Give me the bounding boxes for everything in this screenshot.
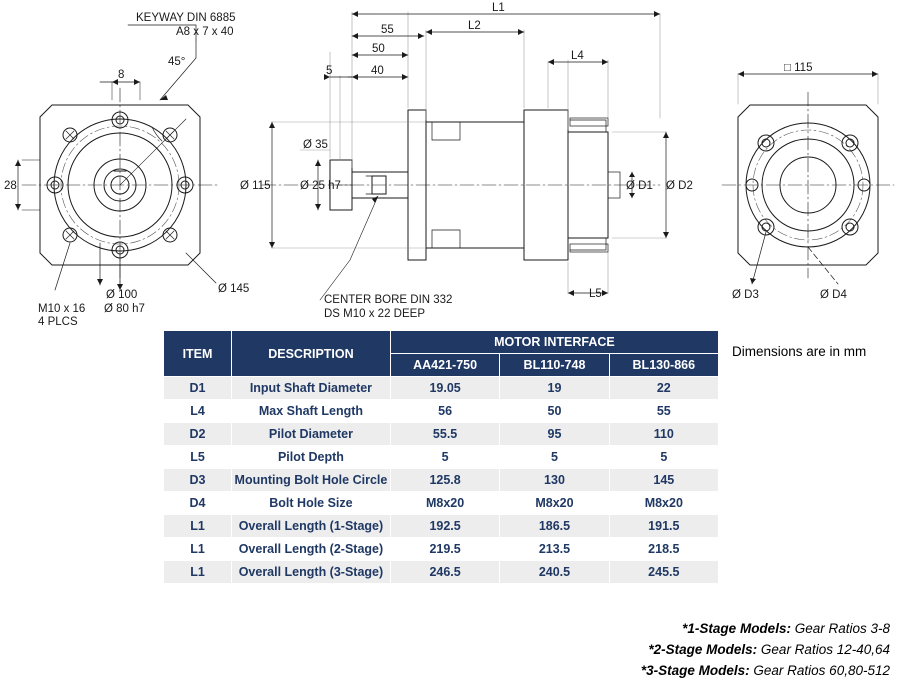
label-keyway-line1: KEYWAY DIN 6885 (136, 12, 236, 24)
label-dim-28: 28 (4, 180, 17, 192)
label-dim-L2: L2 (468, 20, 481, 32)
footnote-1-stage-text: Gear Ratios 3-8 (790, 621, 890, 636)
cell-item: L1 (164, 561, 232, 584)
label-dim-D4: Ø D4 (820, 289, 847, 301)
cell-value-1: 125.8 (390, 469, 499, 492)
cell-value-3: 245.5 (609, 561, 718, 584)
header-description: DESCRIPTION (232, 331, 391, 377)
table-row (164, 377, 719, 400)
gearbox-dimension-drawing (0, 0, 900, 330)
cell-description: Mounting Bolt Hole Circle (232, 469, 391, 492)
footnote-1-stage (0, 618, 890, 639)
label-dim-d25h7: Ø 25 h7 (300, 180, 341, 192)
cell-item: L4 (164, 400, 232, 423)
cell-value-1: 5 (390, 446, 499, 469)
specification-table-wrapper (163, 330, 719, 584)
right-face-view (722, 71, 894, 284)
cell-description: Pilot Depth (232, 446, 391, 469)
cell-value-3: 5 (609, 446, 718, 469)
cell-description: Input Shaft Diameter (232, 377, 391, 400)
cell-value-2: 19 (500, 377, 609, 400)
left-face-view (15, 25, 218, 290)
center-section-view (262, 11, 669, 300)
table-row (164, 446, 719, 469)
cell-description: Pilot Diameter (232, 423, 391, 446)
cell-value-3: 22 (609, 377, 718, 400)
label-dim-D3: Ø D3 (732, 289, 759, 301)
dimensions-unit-note: Dimensions are in mm (732, 344, 867, 359)
cell-value-2: 5 (500, 446, 609, 469)
cell-item: D4 (164, 492, 232, 515)
footnote-3-stage-label: *3-Stage Models: (640, 663, 750, 678)
label-dim-L5: L5 (589, 288, 602, 300)
footnote-3-stage-text: Gear Ratios 60,80-512 (749, 663, 890, 678)
header-motor-3: BL130-866 (609, 354, 718, 377)
cell-value-3: M8x20 (609, 492, 718, 515)
label-dim-50: 50 (372, 43, 385, 55)
cell-value-3: 191.5 (609, 515, 718, 538)
cell-description: Overall Length (1-Stage) (232, 515, 391, 538)
label-dim-L4: L4 (571, 50, 584, 62)
cell-value-3: 110 (609, 423, 718, 446)
cell-value-3: 218.5 (609, 538, 718, 561)
table-row (164, 561, 719, 584)
label-dim-D1: Ø D1 (626, 180, 653, 192)
table-head (164, 331, 719, 377)
label-dim-d115: Ø 115 (240, 180, 271, 192)
cell-value-3: 145 (609, 469, 718, 492)
label-dim-d145: Ø 145 (218, 283, 250, 295)
label-dim-55: 55 (381, 24, 394, 36)
cell-value-1: 56 (390, 400, 499, 423)
cell-value-2: 240.5 (500, 561, 609, 584)
table-row (164, 515, 719, 538)
footnote-1-stage-label: *1-Stage Models: (682, 621, 791, 636)
cell-value-2: 95 (500, 423, 609, 446)
label-dim-5: 5 (326, 65, 333, 77)
table-body (164, 377, 719, 584)
cell-description: Bolt Hole Size (232, 492, 391, 515)
footnote-3-stage (0, 660, 890, 681)
label-center-bore-line2: DS M10 x 22 DEEP (324, 308, 425, 320)
label-dim-d100: Ø 100 (106, 289, 138, 301)
label-dim-L1: L1 (492, 2, 505, 14)
label-bolt-note-line1: M10 x 16 (38, 303, 86, 315)
table-header-row-1 (164, 331, 719, 354)
footnote-2-stage (0, 639, 890, 660)
label-dim-8: 8 (118, 69, 125, 81)
header-motor-interface: MOTOR INTERFACE (390, 331, 718, 354)
label-keyway-line2: A8 x 7 x 40 (176, 26, 234, 38)
cell-value-2: 213.5 (500, 538, 609, 561)
label-dim-sq115: □ 115 (784, 62, 813, 74)
cell-item: D1 (164, 377, 232, 400)
specification-table (163, 330, 719, 584)
cell-value-3: 55 (609, 400, 718, 423)
cell-description: Overall Length (3-Stage) (232, 561, 391, 584)
table-row (164, 469, 719, 492)
footnote-2-stage-text: Gear Ratios 12-40,64 (757, 642, 890, 657)
header-motor-2: BL110-748 (500, 354, 609, 377)
table-row (164, 400, 719, 423)
cell-value-1: 55.5 (390, 423, 499, 446)
label-center-bore-line1: CENTER BORE DIN 332 (324, 294, 453, 306)
footnote-2-stage-label: *2-Stage Models: (648, 642, 758, 657)
header-item: ITEM (164, 331, 232, 377)
cell-value-2: 50 (500, 400, 609, 423)
label-bolt-note-line2: 4 PLCS (38, 316, 78, 328)
cell-description: Overall Length (2-Stage) (232, 538, 391, 561)
label-dim-40: 40 (371, 65, 384, 77)
table-row (164, 538, 719, 561)
table-row (164, 492, 719, 515)
table-row (164, 423, 719, 446)
cell-value-1: 219.5 (390, 538, 499, 561)
cell-value-2: 186.5 (500, 515, 609, 538)
label-dim-D2: Ø D2 (666, 180, 693, 192)
cell-item: D2 (164, 423, 232, 446)
cell-description: Max Shaft Length (232, 400, 391, 423)
cell-item: L1 (164, 515, 232, 538)
label-dim-d80h7: Ø 80 h7 (104, 303, 145, 315)
cell-value-2: 130 (500, 469, 609, 492)
cell-item: D3 (164, 469, 232, 492)
cell-item: L1 (164, 538, 232, 561)
footnotes (0, 618, 890, 681)
cell-item: L5 (164, 446, 232, 469)
cell-value-1: 192.5 (390, 515, 499, 538)
cell-value-1: 246.5 (390, 561, 499, 584)
label-angle-45: 45° (168, 56, 186, 68)
header-motor-1: AA421-750 (390, 354, 499, 377)
cell-value-2: M8x20 (500, 492, 609, 515)
cell-value-1: 19.05 (390, 377, 499, 400)
label-dim-d35: Ø 35 (303, 139, 328, 151)
cell-value-1: M8x20 (390, 492, 499, 515)
